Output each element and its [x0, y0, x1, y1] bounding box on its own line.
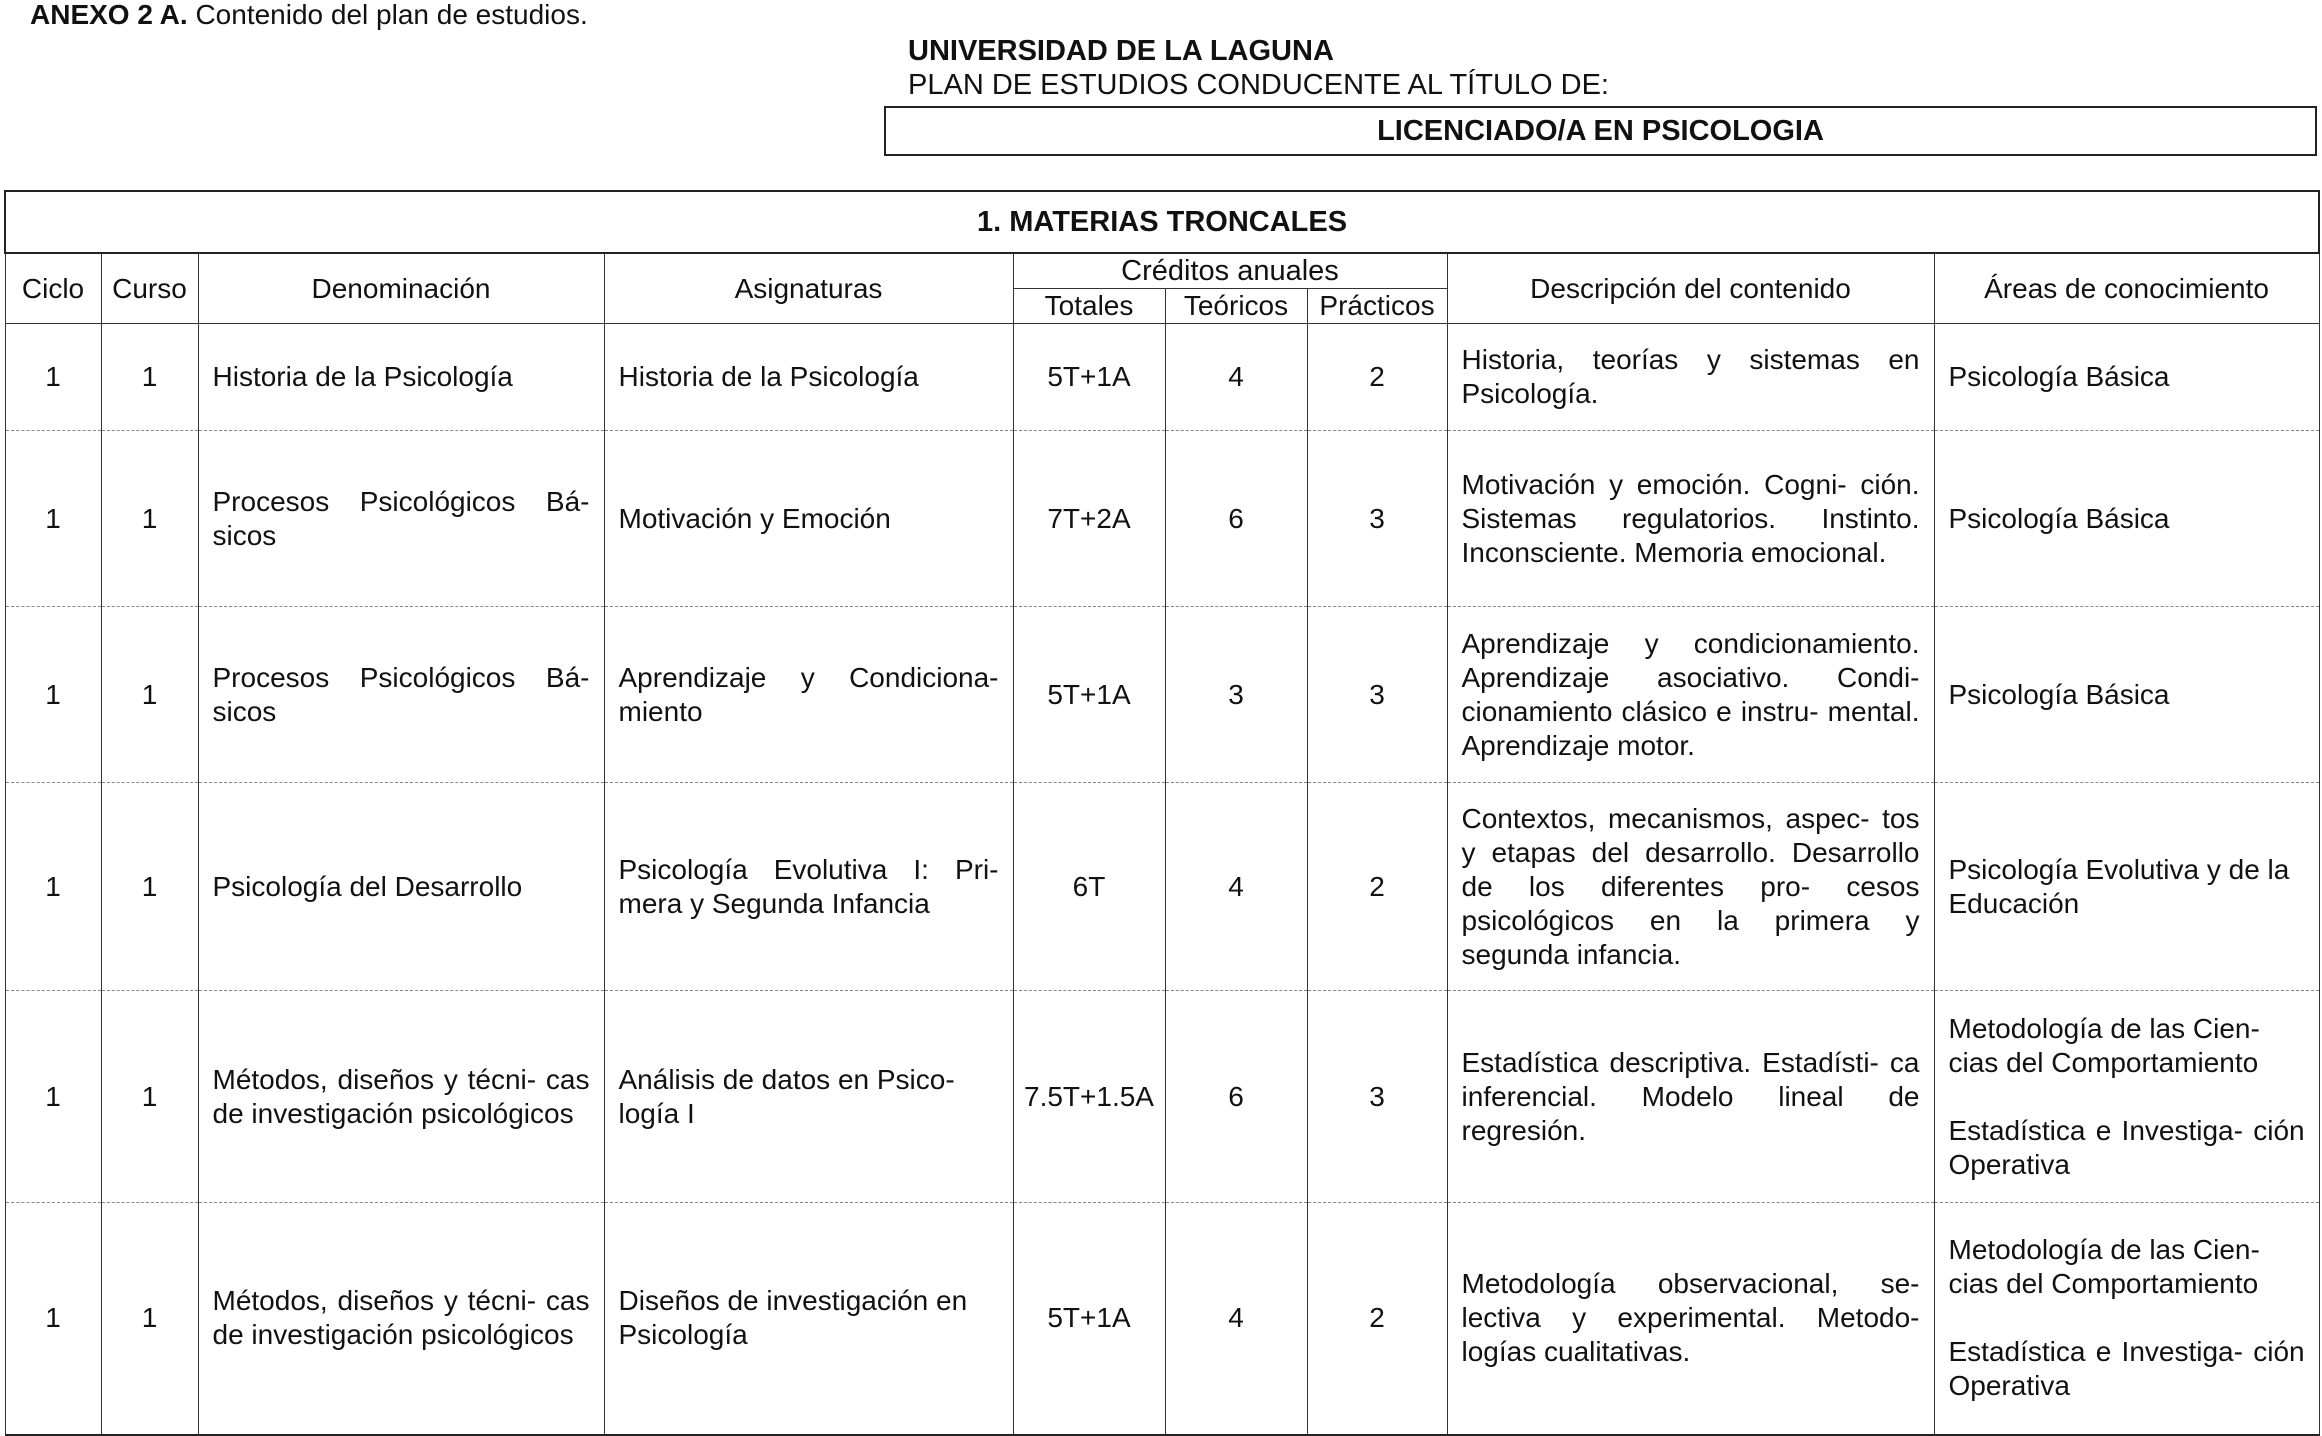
cell-asignatura: Historia de la Psicología	[604, 324, 1013, 431]
table-row	[5, 324, 2319, 431]
cell-totales: 6T	[1013, 783, 1165, 991]
col-header-asignaturas: Asignaturas	[604, 253, 1013, 324]
table-row	[5, 607, 2319, 783]
cell-descripcion: Metodología observacional, se- lectiva y experimental. Metodo- logías cualitativas.	[1447, 1203, 1934, 1435]
annex-text: Contenido del plan de estudios.	[195, 0, 588, 30]
cell-denominacion: Procesos Psicológicos Bá- sicos	[198, 431, 604, 607]
cell-practicos: 2	[1307, 783, 1447, 991]
table-row	[5, 431, 2319, 607]
area-primary: Psicología Básica	[1948, 678, 2170, 710]
cell-asignatura: Psicología Evolutiva I: Pri- mera y Segunda Infancia	[604, 783, 1013, 991]
cell-teoricos: 4	[1165, 324, 1307, 431]
cell-curso: 1	[101, 607, 198, 783]
table-title: 1. MATERIAS TRONCALES	[5, 191, 2319, 253]
cell-ciclo: 1	[5, 991, 101, 1203]
cell-areas	[1934, 783, 2319, 991]
col-header-creditos: Créditos anuales	[1013, 253, 1447, 289]
area-primary: Metodología de las Cien- cias del Comportamiento	[1948, 1234, 2260, 1300]
col-header-areas: Áreas de conocimiento	[1934, 253, 2319, 324]
cell-denominacion: Historia de la Psicología	[198, 324, 604, 431]
cell-practicos: 3	[1307, 991, 1447, 1203]
degree-title: LICENCIADO/A EN PSICOLOGIA	[884, 106, 2317, 156]
cell-denominacion: Psicología del Desarrollo	[198, 783, 604, 991]
plan-line: PLAN DE ESTUDIOS CONDUCENTE AL TÍTULO DE:	[908, 69, 1609, 101]
col-header-denominacion: Denominación	[198, 253, 604, 324]
table-row	[5, 991, 2319, 1203]
table-row	[5, 783, 2319, 991]
col-header-totales: Totales	[1013, 289, 1165, 324]
cell-asignatura: Diseños de investigación en Psicología	[604, 1203, 1013, 1435]
cell-practicos: 3	[1307, 431, 1447, 607]
cell-descripcion: Motivación y emoción. Cogni- ción. Sistemas regulatorios. Instinto. Inconsciente. Memoria emocional.	[1447, 431, 1934, 607]
cell-ciclo: 1	[5, 431, 101, 607]
cell-teoricos: 6	[1165, 431, 1307, 607]
cell-ciclo: 1	[5, 1203, 101, 1435]
cell-totales: 5T+1A	[1013, 324, 1165, 431]
cell-curso: 1	[101, 324, 198, 431]
cell-areas	[1934, 1203, 2319, 1435]
cell-totales: 7.5T+1.5A	[1013, 991, 1165, 1203]
area-secondary: Estadística e Investiga- ción Operativa	[1948, 1114, 2305, 1180]
cell-totales: 5T+1A	[1013, 1203, 1165, 1435]
cell-ciclo: 1	[5, 324, 101, 431]
area-primary: Psicología Evolutiva y de la Educación	[1948, 853, 2290, 919]
materias-troncales-table	[4, 190, 2320, 1436]
cell-areas	[1934, 324, 2319, 431]
area-primary: Psicología Básica	[1948, 502, 2170, 534]
cell-denominacion: Procesos Psicológicos Bá- sicos	[198, 607, 604, 783]
cell-ciclo: 1	[5, 783, 101, 991]
cell-totales: 7T+2A	[1013, 431, 1165, 607]
cell-areas	[1934, 991, 2319, 1203]
cell-teoricos: 6	[1165, 991, 1307, 1203]
col-header-curso: Curso	[101, 253, 198, 324]
cell-areas	[1934, 607, 2319, 783]
cell-totales: 5T+1A	[1013, 607, 1165, 783]
area-primary: Metodología de las Cien- cias del Comportamiento	[1948, 1012, 2260, 1078]
cell-curso: 1	[101, 431, 198, 607]
cell-descripcion: Aprendizaje y condicionamiento. Aprendizaje asociativo. Condi- cionamiento clásico e instru- mental. Aprendizaje motor.	[1447, 607, 1934, 783]
cell-denominacion: Métodos, diseños y técni- cas de investigación psicológicos	[198, 991, 604, 1203]
cell-teoricos: 3	[1165, 607, 1307, 783]
area-secondary: Estadística e Investiga- ción Operativa	[1948, 1336, 2305, 1402]
cell-teoricos: 4	[1165, 783, 1307, 991]
cell-asignatura: Motivación y Emoción	[604, 431, 1013, 607]
cell-curso: 1	[101, 783, 198, 991]
cell-practicos: 3	[1307, 607, 1447, 783]
university-name: UNIVERSIDAD DE LA LAGUNA	[908, 35, 1334, 67]
cell-descripcion: Estadística descriptiva. Estadísti- ca inferencial. Modelo lineal de regresión.	[1447, 991, 1934, 1203]
annex-heading	[30, 0, 588, 32]
col-header-practicos: Prácticos	[1307, 289, 1447, 324]
cell-practicos: 2	[1307, 324, 1447, 431]
cell-curso: 1	[101, 1203, 198, 1435]
area-primary: Psicología Básica	[1948, 361, 2170, 392]
cell-practicos: 2	[1307, 1203, 1447, 1435]
col-header-descripcion: Descripción del contenido	[1447, 253, 1934, 324]
cell-areas	[1934, 431, 2319, 607]
cell-asignatura: Aprendizaje y Condiciona- miento	[604, 607, 1013, 783]
cell-descripcion: Contextos, mecanismos, aspec- tos y etapas del desarrollo. Desarrollo de los diferentes pro- cesos psicológicos en la primera y segunda infancia.	[1447, 783, 1934, 991]
cell-ciclo: 1	[5, 607, 101, 783]
table-row	[5, 1203, 2319, 1435]
cell-curso: 1	[101, 991, 198, 1203]
col-header-ciclo: Ciclo	[5, 253, 101, 324]
cell-teoricos: 4	[1165, 1203, 1307, 1435]
annex-label: ANEXO 2 A.	[30, 0, 188, 30]
col-header-teoricos: Teóricos	[1165, 289, 1307, 324]
cell-denominacion: Métodos, diseños y técni- cas de investigación psicológicos	[198, 1203, 604, 1435]
cell-asignatura: Análisis de datos en Psico- logía I	[604, 991, 1013, 1203]
cell-descripcion: Historia, teorías y sistemas en Psicología.	[1447, 324, 1934, 431]
